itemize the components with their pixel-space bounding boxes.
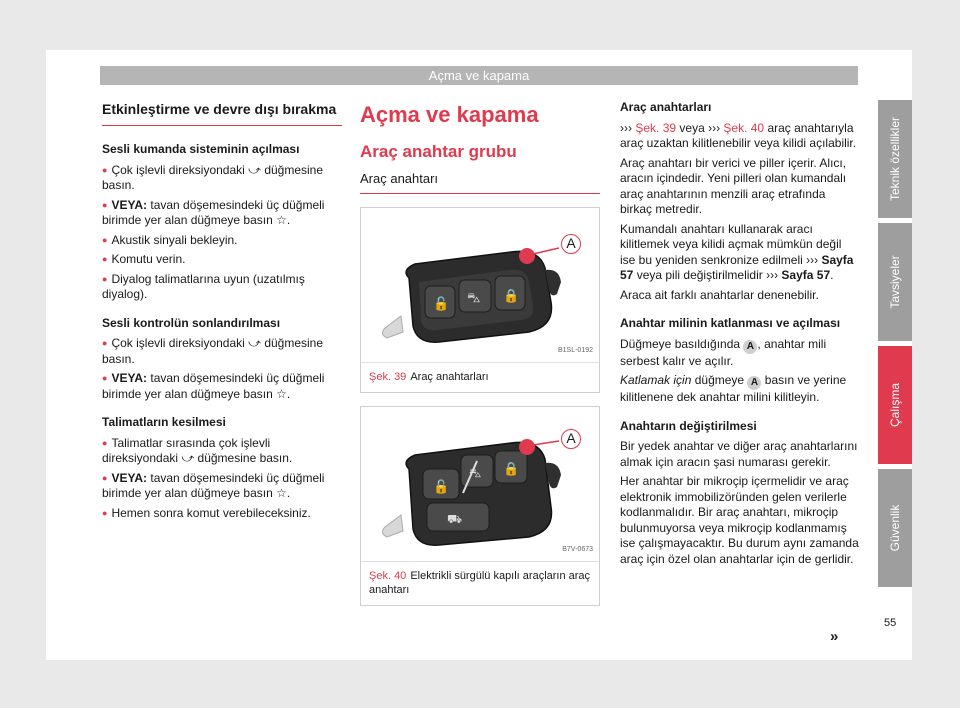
text: Düğmeye basıldığında xyxy=(620,336,741,351)
figure-link[interactable]: Şek. 40 xyxy=(723,120,765,135)
page-link[interactable]: Sayfa 57 xyxy=(781,268,831,282)
text: veya ››› xyxy=(679,120,721,135)
paragraph xyxy=(620,337,860,370)
tab-label: Tavsiyeler xyxy=(888,255,902,309)
car-key-image xyxy=(361,208,599,363)
subheading-keys: Araç anahtarları xyxy=(620,100,712,114)
subheading-end: Sesli kontrolün sonlandırılması xyxy=(102,315,281,330)
text: Kumandalı anahtarı kullanarak aracı kilitlemek veya kilidi açmak mümkün değil ise bu yeniden senkronize edilmeli ››› xyxy=(620,221,842,267)
subheading-key-blade: Anahtar milinin katlanması ve açılması xyxy=(620,316,841,330)
bullet-text: Akustik sinyali bekleyin. xyxy=(111,232,238,247)
tab-operation[interactable] xyxy=(878,346,912,464)
bullet-label: VEYA: xyxy=(111,371,148,385)
figure-code: B1SL-0192 xyxy=(557,346,593,354)
car-key-illustration xyxy=(361,208,599,363)
figure-caption xyxy=(361,562,599,605)
paragraph xyxy=(620,373,860,406)
bullet-item xyxy=(102,198,342,229)
page-number: 55 xyxy=(884,617,897,629)
svg-text:🔒: 🔒 xyxy=(503,462,520,477)
section-heading: Etkinleştirme ve devre dışı bırakma xyxy=(102,100,342,126)
chapter-subtitle: Araç anahtar grubu xyxy=(360,142,517,161)
text: veya pili değiştirilmelidir ››› xyxy=(636,268,779,282)
tab-label: Teknik özellikler xyxy=(888,116,902,202)
bullet-text: Çok işlevli direksiyondaki ⤻ düğmesine basın. xyxy=(102,336,324,366)
button-a-badge: A xyxy=(743,340,757,354)
text: . xyxy=(830,268,834,282)
figure-code: B7V-0673 xyxy=(562,545,593,553)
bullet-text: Hemen sonra komut verebileceksiniz. xyxy=(111,505,311,520)
tab-label: Çalışma xyxy=(888,382,902,428)
bullet-label: VEYA: xyxy=(111,470,148,485)
bullet-text: tavan döşemesindeki üç düğmeli birimde yer alan düğmeye basın ☆. xyxy=(102,197,325,227)
page-link[interactable]: Sayfa 57 xyxy=(620,252,854,282)
figure-link[interactable]: Şek. 39 xyxy=(635,120,677,135)
bullet-item xyxy=(102,252,342,268)
bullet-item xyxy=(102,336,342,367)
page-header: Açma ve kapama xyxy=(100,66,858,85)
paragraph xyxy=(620,222,860,284)
tab-label: Güvenlik xyxy=(888,504,902,552)
bullet-item xyxy=(102,233,342,249)
bullet-item xyxy=(102,163,342,194)
text: düğmeye xyxy=(694,373,745,387)
svg-text:⛍: ⛍ xyxy=(467,291,481,306)
bullet-text: tavan döşemesindeki üç düğmeli birimde yer alan düğmeye basın ☆. xyxy=(102,470,325,500)
svg-text:🔓: 🔓 xyxy=(433,297,450,312)
car-key-sliding-door-illustration xyxy=(361,407,599,562)
svg-text:⛟: ⛟ xyxy=(447,512,463,526)
column-voice-control xyxy=(102,100,342,525)
text: basın ve yerine kilitlenene dek anahtar milini kilitleyin. xyxy=(620,373,847,404)
chapter-title: Açma ve kapama xyxy=(360,102,539,127)
bullet-item xyxy=(102,471,342,502)
svg-text:⛍: ⛍ xyxy=(469,466,482,480)
subheading-key-replace: Anahtarın değiştirilmesi xyxy=(620,418,757,433)
callout-a: A xyxy=(561,429,581,449)
bullet-text: Komutu verin. xyxy=(111,252,186,266)
figure-label: Şek. 39 xyxy=(369,371,407,383)
section-title: Araç anahtarı xyxy=(360,171,600,194)
chapter-tabs xyxy=(878,100,912,592)
figure-caption-text: Araç anahtarları xyxy=(410,371,489,383)
figure-label: Şek. 40 xyxy=(369,570,407,582)
figure-40 xyxy=(360,406,600,606)
bullet-text: Talimatlar sırasında çok işlevli direksiyondaki ⤻ düğmesine basın. xyxy=(102,435,293,465)
paragraph xyxy=(620,121,860,152)
bullet-item xyxy=(102,371,342,402)
figure-caption-text: Elektrikli sürgülü kapılı araçların araç anahtarı xyxy=(369,570,591,596)
column-key-info xyxy=(620,100,860,571)
callout-a: A xyxy=(561,234,581,254)
subheading-interrupt: Talimatların kesilmesi xyxy=(102,415,226,429)
button-a-badge: A xyxy=(747,376,761,390)
figure-39 xyxy=(360,207,600,393)
paragraph: Bir yedek anahtar ve diğer araç anahtarlarını almak için aracın şasi numarası gerekir. xyxy=(620,439,858,469)
tab-safety[interactable] xyxy=(878,469,912,587)
svg-text:🔓: 🔓 xyxy=(433,480,450,495)
continue-icon: » xyxy=(830,628,839,645)
bullet-text: Çok işlevli direksiyondaki ⤻ düğmesine basın. xyxy=(102,162,324,192)
text-italic: Katlamak için xyxy=(620,373,692,387)
text: araç anahtarıyla araç uzaktan kilitlenebilir veya kilidi açılabilir. xyxy=(620,120,857,150)
bullet-text: tavan döşemesindeki üç düğmeli birimde yer alan düğmeye basın ☆. xyxy=(102,371,325,401)
car-key-sliding-door-image xyxy=(361,407,599,562)
paragraph: Araca ait farklı anahtarlar denenebilir. xyxy=(620,287,819,302)
ref-arrow: ››› xyxy=(620,120,632,135)
bullet-item xyxy=(102,272,342,303)
tab-technical[interactable] xyxy=(878,100,912,218)
text: , anahtar mili serbest kalır ve açılır. xyxy=(620,336,827,368)
column-keys xyxy=(360,100,600,606)
tab-tips[interactable] xyxy=(878,223,912,341)
subheading-activate: Sesli kumanda sisteminin açılması xyxy=(102,142,300,156)
bullet-item xyxy=(102,506,342,522)
paragraph: Her anahtar bir mikroçip içermelidir ve araç elektronik immobilizöründen gelen verilerle kodlanmalıdır. Bir araç anahtarı, mikroçip bulunmuyorsa veya mikroçip kodlanmamış ise çalışmayacaktır. Bu durum aynı zamanda araç için özel olan anahtarlar için de gerlidir. xyxy=(620,474,859,566)
svg-text:🔒: 🔒 xyxy=(503,289,520,304)
bullet-item xyxy=(102,436,342,467)
bullet-label: VEYA: xyxy=(111,197,148,212)
figure-caption xyxy=(361,363,599,392)
paragraph: Araç anahtarı bir verici ve piller içerir. Alıcı, aracın içindedir. Yeni pilleri olan kumandalı araç anahtarının menzili araç etrafında birkaç metredir. xyxy=(620,155,847,216)
bullet-text: Diyalog talimatlarına uyun (uzatılmış diyalog). xyxy=(102,271,305,301)
